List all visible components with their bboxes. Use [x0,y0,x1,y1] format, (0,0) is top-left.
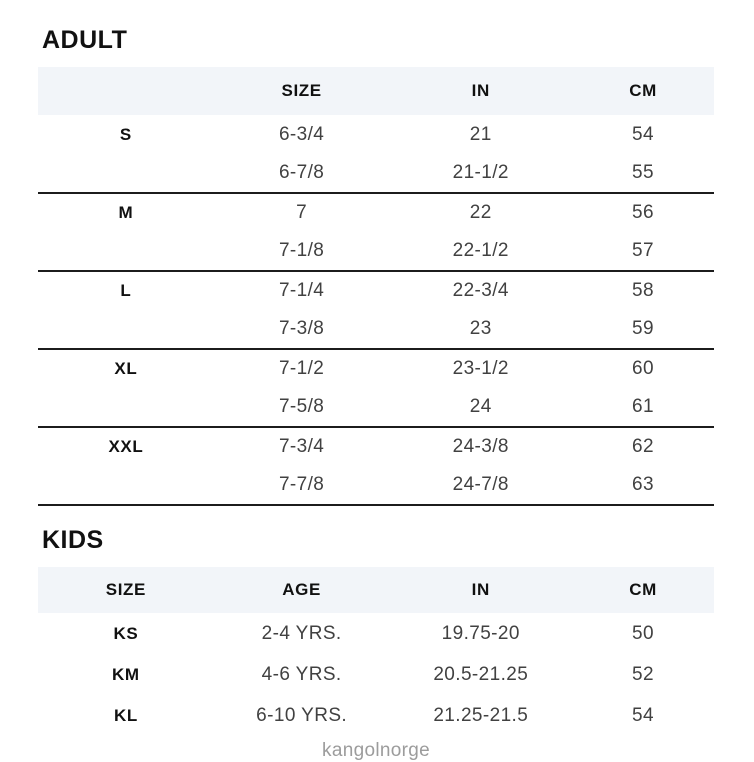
kids-header-age: AGE [282,580,321,599]
adult-in-value: 22-1/2 [452,240,509,261]
kids-header-cm: CM [629,580,657,599]
adult-in-value: 23-1/2 [452,358,509,379]
adult-size-value: 6-7/8 [278,162,325,183]
kids-size-label: KL [113,705,138,725]
adult-size-value: 7-1/8 [278,240,325,261]
adult-cm-value: 63 [632,474,654,495]
adult-size-label [38,154,214,193]
kids-size-row [38,613,714,654]
adult-cm-value: 60 [632,358,654,379]
adult-size-label [38,388,214,427]
adult-size-value: 7-1/2 [278,358,325,379]
adult-size-value: 7 [296,202,308,223]
adult-cm-value: 58 [632,280,654,301]
kids-size-row [38,695,714,736]
adult-cm-value: 55 [632,162,654,183]
kids-age-value: 4-6 YRS. [261,663,342,685]
adult-header-size: SIZE [281,81,322,100]
adult-size-value: 7-1/4 [278,280,325,301]
kids-size-label: KM [112,664,140,684]
adult-in-value: 23 [469,318,492,339]
adult-size-label [38,466,214,505]
kids-header-size: SIZE [105,580,146,599]
adult-size-row [38,466,714,505]
kids-size-label: KS [113,623,139,643]
adult-cm-value: 57 [632,240,654,261]
adult-in-value: 22-3/4 [452,280,509,301]
adult-cm-value: 61 [632,396,654,417]
adult-in-value: 24-7/8 [452,474,509,495]
kids-header-row [38,567,714,613]
adult-size-row [38,115,714,154]
adult-in-value: 22 [469,202,492,223]
adult-size-value: 7-3/4 [278,436,325,457]
adult-size-value: 7-7/8 [278,474,325,495]
kids-size-table [38,567,714,736]
adult-size-label: XL [114,359,138,378]
adult-size-row [38,427,714,466]
adult-size-value: 7-3/8 [278,318,325,339]
adult-in-value: 24-3/8 [452,436,509,457]
adult-size-value: 7-5/8 [278,396,325,417]
kids-cm-value: 52 [632,663,654,685]
adult-size-label: XXL [108,437,144,456]
kids-in-value: 20.5-21.25 [433,663,529,685]
kids-table-body [38,613,714,736]
adult-size-label [38,310,214,349]
footer-watermark: kangolnorge [322,740,430,761]
adult-in-value: 24 [469,396,492,417]
adult-section-title: ADULT [42,26,128,54]
adult-size-label: L [120,281,132,300]
adult-size-row [38,271,714,310]
adult-header-blank [38,67,214,115]
kids-cm-value: 54 [632,704,654,726]
kids-cm-value: 50 [632,622,654,644]
kids-header-in: IN [471,580,490,599]
adult-size-row [38,388,714,427]
adult-table-body [38,115,714,505]
adult-cm-value: 56 [632,202,654,223]
kids-size-row [38,654,714,695]
adult-header-in: IN [471,81,490,100]
adult-cm-value: 54 [632,123,654,145]
kids-age-value: 6-10 YRS. [256,704,348,726]
adult-size-label [38,232,214,271]
adult-size-value: 6-3/4 [278,123,325,145]
kids-in-value: 19.75-20 [441,622,520,644]
adult-in-value: 21 [469,123,492,145]
adult-in-value: 21-1/2 [452,162,509,183]
kids-in-value: 21.25-21.5 [433,704,529,726]
adult-size-row [38,154,714,193]
adult-size-row [38,349,714,388]
adult-cm-value: 59 [632,318,654,339]
adult-size-row [38,310,714,349]
adult-header-row [38,67,714,115]
adult-size-row [38,232,714,271]
adult-size-table [38,67,714,506]
adult-header-cm: CM [629,81,657,100]
adult-size-label: M [118,203,134,222]
kids-age-value: 2-4 YRS. [261,622,342,644]
kids-section-title: KIDS [42,526,104,554]
adult-cm-value: 62 [632,436,654,457]
adult-size-label: S [119,124,132,144]
adult-size-row [38,193,714,232]
